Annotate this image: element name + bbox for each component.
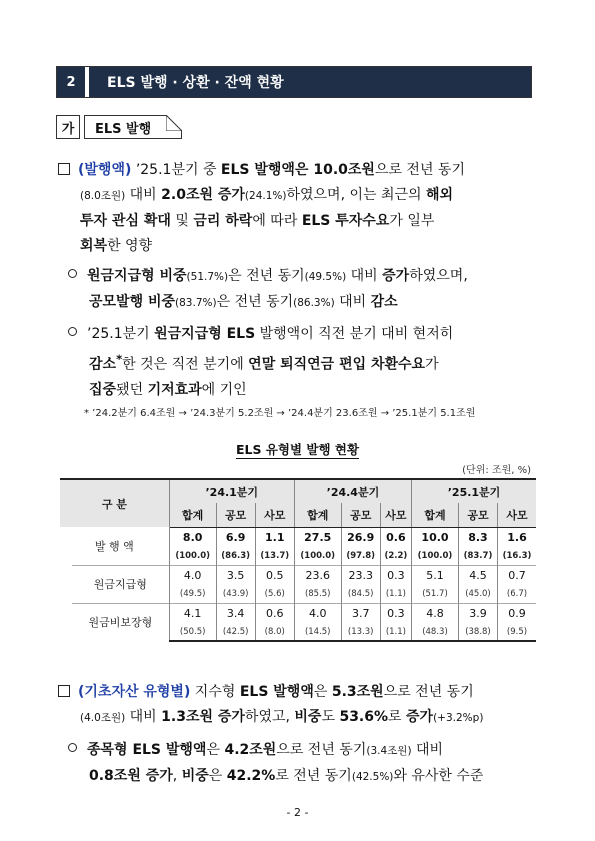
text: 가 <box>425 356 439 373</box>
para3-line2 <box>68 347 540 378</box>
table-header-row <box>60 479 536 503</box>
cell: 0.3 <box>380 565 411 585</box>
text: 종목형 ELS 발행액 <box>87 742 207 758</box>
text: 0.8조원 증가 <box>89 768 173 784</box>
cell: 0.3 <box>380 603 411 623</box>
text: 지수형 <box>190 684 240 700</box>
para3-line3 <box>68 378 540 403</box>
text: 하였으며, <box>409 268 468 284</box>
cell-pct: (45.0) <box>458 585 497 603</box>
text: ELS 발행액 <box>239 684 314 700</box>
paragraph-stock-type <box>68 738 540 790</box>
text: 은 <box>206 742 225 758</box>
cell: 0.5 <box>255 565 294 585</box>
cell-pct: (2.2) <box>380 547 411 565</box>
cell: 23.6 <box>294 565 341 585</box>
text: 대비 <box>334 294 371 310</box>
table-row <box>60 527 536 547</box>
paragraph-ratio <box>68 264 540 316</box>
period-header: ’24.4분기 <box>294 479 411 503</box>
text: 은 전년 동기 <box>228 268 305 284</box>
text: 투자 관심 확대 <box>80 213 171 229</box>
cell-pct: (50.5) <box>169 623 216 641</box>
table-title <box>0 440 595 458</box>
table-unit: (단위: 조원, %) <box>462 465 531 476</box>
text: (3.4조원) <box>366 745 412 757</box>
para4-line1 <box>58 680 540 705</box>
cell: 0.7 <box>498 565 536 585</box>
cell-pct: (86.3) <box>216 547 255 565</box>
text: 42.2% <box>226 768 276 784</box>
text: 으로 전년 동기 <box>276 742 367 758</box>
text: 대비 <box>125 187 162 203</box>
paragraph-underlying <box>58 680 540 731</box>
square-bullet-icon <box>58 163 70 175</box>
cell: 4.0 <box>294 603 341 623</box>
col-header: 공모 <box>216 503 255 527</box>
cell-pct: (48.3) <box>412 623 459 641</box>
text: 대비 <box>346 268 383 284</box>
text: 증가 <box>406 709 434 725</box>
para1-line3 <box>58 209 540 234</box>
circle-bullet-icon <box>68 327 77 336</box>
text: ’25.1분기 중 <box>131 162 221 178</box>
text: , <box>172 768 182 784</box>
subsection-header <box>56 115 182 139</box>
text: 발행액이 직전 분기 대비 현저히 <box>255 326 454 342</box>
table-title-text: ELS 유형별 발행 현황 <box>235 442 360 457</box>
cell: 4.0 <box>169 565 216 585</box>
cell-pct: (100.0) <box>412 547 459 565</box>
text: 한 영향 <box>107 238 153 254</box>
cell: 3.9 <box>458 603 497 623</box>
issuance-tag: (발행액) <box>78 162 132 178</box>
text: 금리 하락 <box>193 213 253 229</box>
col-header: 합계 <box>412 503 459 527</box>
square-bullet-icon <box>58 685 70 697</box>
text: 증가 <box>382 268 410 284</box>
cell-pct: (1.1) <box>380 623 411 641</box>
text: 은 <box>208 768 227 784</box>
table-row <box>60 603 536 623</box>
underlying-tag: (기초자산 유형별) <box>78 684 191 700</box>
cell: 3.4 <box>216 603 255 623</box>
text: 연말 퇴직연금 편입 차환수요 <box>248 356 426 373</box>
cell: 26.9 <box>341 527 380 547</box>
text: (+3.2%p) <box>433 712 484 724</box>
text: 하였으며, 이는 최근의 <box>286 187 427 203</box>
text: (49.5%) <box>304 271 347 283</box>
text: 대비 <box>411 742 444 758</box>
text: 공모발행 비중 <box>89 294 176 310</box>
text: 한 것은 직전 분기에 <box>122 356 249 373</box>
text: 로 <box>388 709 407 725</box>
text: 대비 <box>125 709 162 725</box>
footnote: * ’24.2분기 6.4조원 → ’24.3분기 5.2조원 → ’24.4분기 23.6조원 → ’25.1분기 5.1조원 <box>84 408 476 419</box>
section-number: 2 <box>57 67 85 97</box>
text: 비중 <box>181 768 209 784</box>
col-header: 사모 <box>255 503 294 527</box>
text: 기저효과 <box>147 381 202 398</box>
text: 4.2조원 <box>224 742 277 758</box>
text: 회복 <box>80 238 108 254</box>
cell-pct: (14.5) <box>294 623 341 641</box>
cell: 0.6 <box>255 603 294 623</box>
text: 에 기인 <box>201 381 247 398</box>
circle-bullet-icon <box>68 743 77 752</box>
para5-line1 <box>68 738 540 764</box>
text: 5.3조원 <box>331 684 384 700</box>
text: 2.0조원 증가 <box>161 187 245 203</box>
cell-pct: (38.8) <box>458 623 497 641</box>
subsection-letter: 가 <box>56 115 80 139</box>
col-header: 합계 <box>294 503 341 527</box>
cell-pct: (1.1) <box>380 585 411 603</box>
text: 로 전년 동기 <box>275 768 352 784</box>
subsection-title: ELS 발행 <box>95 121 152 137</box>
row-label: 원금지급형 <box>72 565 169 603</box>
cell: 5.1 <box>412 565 459 585</box>
cell-pct: (100.0) <box>169 547 216 565</box>
text: 비중 <box>294 709 322 725</box>
cell: 27.5 <box>294 527 341 547</box>
cell: 3.7 <box>341 603 380 623</box>
text: 은 <box>313 684 332 700</box>
folded-corner-icon <box>166 115 182 131</box>
cell: 0.9 <box>498 603 536 623</box>
cell-pct: (83.7) <box>458 547 497 565</box>
para1-line1 <box>58 158 540 183</box>
cell-pct: (13.3) <box>341 623 380 641</box>
paragraph-issuance <box>58 158 540 259</box>
text: 에 따라 <box>252 213 302 229</box>
col-header: 사모 <box>380 503 411 527</box>
cell-pct: (8.0) <box>255 623 294 641</box>
cell-pct: (85.5) <box>294 585 341 603</box>
text: 은 전년 동기 <box>216 294 294 310</box>
text: 및 <box>170 213 194 229</box>
col-header: 합계 <box>169 503 216 527</box>
cell-pct: (42.5) <box>216 623 255 641</box>
cell-pct: (43.9) <box>216 585 255 603</box>
para1-line4 <box>58 234 540 259</box>
text: (83.7%) <box>175 297 217 309</box>
row-label: 원금비보장형 <box>72 603 169 641</box>
footnote-mark: * <box>116 352 123 366</box>
cell-pct: (49.5) <box>169 585 216 603</box>
text: 원금지급형 비중 <box>87 268 187 284</box>
cell-pct: (16.3) <box>498 547 536 565</box>
cell-pct: (84.5) <box>341 585 380 603</box>
cell: 23.3 <box>341 565 380 585</box>
period-header: ’25.1분기 <box>412 479 536 503</box>
cell: 4.8 <box>412 603 459 623</box>
cell-pct: (100.0) <box>294 547 341 565</box>
period-header: ’24.1분기 <box>169 479 294 503</box>
section-title: ELS 발행 · 상환 · 잔액 현황 <box>89 67 531 97</box>
text: 으로 전년 동기 <box>383 684 474 700</box>
text: 도 <box>321 709 340 725</box>
subsection-title-box <box>84 115 182 139</box>
cell: 10.0 <box>412 527 459 547</box>
para3-line1 <box>68 322 540 347</box>
cell-pct: (6.7) <box>498 585 536 603</box>
col-header: 공모 <box>458 503 497 527</box>
cell-pct: (5.6) <box>255 585 294 603</box>
text: 됐던 <box>116 381 148 398</box>
text: 집중 <box>89 381 117 398</box>
para1-line2 <box>58 183 540 209</box>
cell: 0.6 <box>380 527 411 547</box>
text: 1.3조원 증가 <box>161 709 245 725</box>
text: 감소 <box>370 294 398 310</box>
cell-pct: (9.5) <box>498 623 536 641</box>
text: (86.3%) <box>293 297 335 309</box>
text: 감소 <box>89 356 117 373</box>
text: 53.6% <box>339 709 389 725</box>
text: ’25.1분기 <box>87 326 155 342</box>
para2-line2 <box>68 290 540 316</box>
row-label: 발 행 액 <box>60 527 169 565</box>
table-row <box>60 565 536 585</box>
page-number: - 2 - <box>286 806 309 819</box>
cell-pct: (51.7) <box>412 585 459 603</box>
cell: 4.1 <box>169 603 216 623</box>
para2-line1 <box>68 264 540 290</box>
text: 해외 <box>426 187 454 203</box>
col-header: 공모 <box>341 503 380 527</box>
cell: 4.5 <box>458 565 497 585</box>
text: (4.0조원) <box>80 712 126 724</box>
table-corner: 구 분 <box>60 479 169 527</box>
text: 와 유사한 수준 <box>393 768 484 784</box>
text: ELS 발행액은 10.0조원 <box>220 162 375 178</box>
cell: 1.1 <box>255 527 294 547</box>
text: (51.7%) <box>186 271 229 283</box>
indent-cell <box>60 565 72 641</box>
cell: 8.0 <box>169 527 216 547</box>
section-header <box>56 66 532 98</box>
para5-line2 <box>68 764 540 790</box>
els-issuance-table <box>60 478 536 642</box>
cell-pct: (13.7) <box>255 547 294 565</box>
text: 하였고, <box>244 709 295 725</box>
cell: 3.5 <box>216 565 255 585</box>
cell: 1.6 <box>498 527 536 547</box>
text: (8.0조원) <box>80 190 126 202</box>
paragraph-base-effect <box>68 322 540 403</box>
cell: 8.3 <box>458 527 497 547</box>
text: (42.5%) <box>351 771 394 783</box>
cell-pct: (97.8) <box>341 547 380 565</box>
text: (24.1%) <box>244 190 287 202</box>
col-header: 사모 <box>498 503 536 527</box>
text: 가 일부 <box>389 213 435 229</box>
text: 으로 전년 동기 <box>374 162 465 178</box>
circle-bullet-icon <box>68 269 77 278</box>
text: 원금지급형 ELS <box>154 326 256 342</box>
para4-line2 <box>58 705 540 731</box>
text: ELS 투자수요 <box>301 213 390 229</box>
cell: 6.9 <box>216 527 255 547</box>
